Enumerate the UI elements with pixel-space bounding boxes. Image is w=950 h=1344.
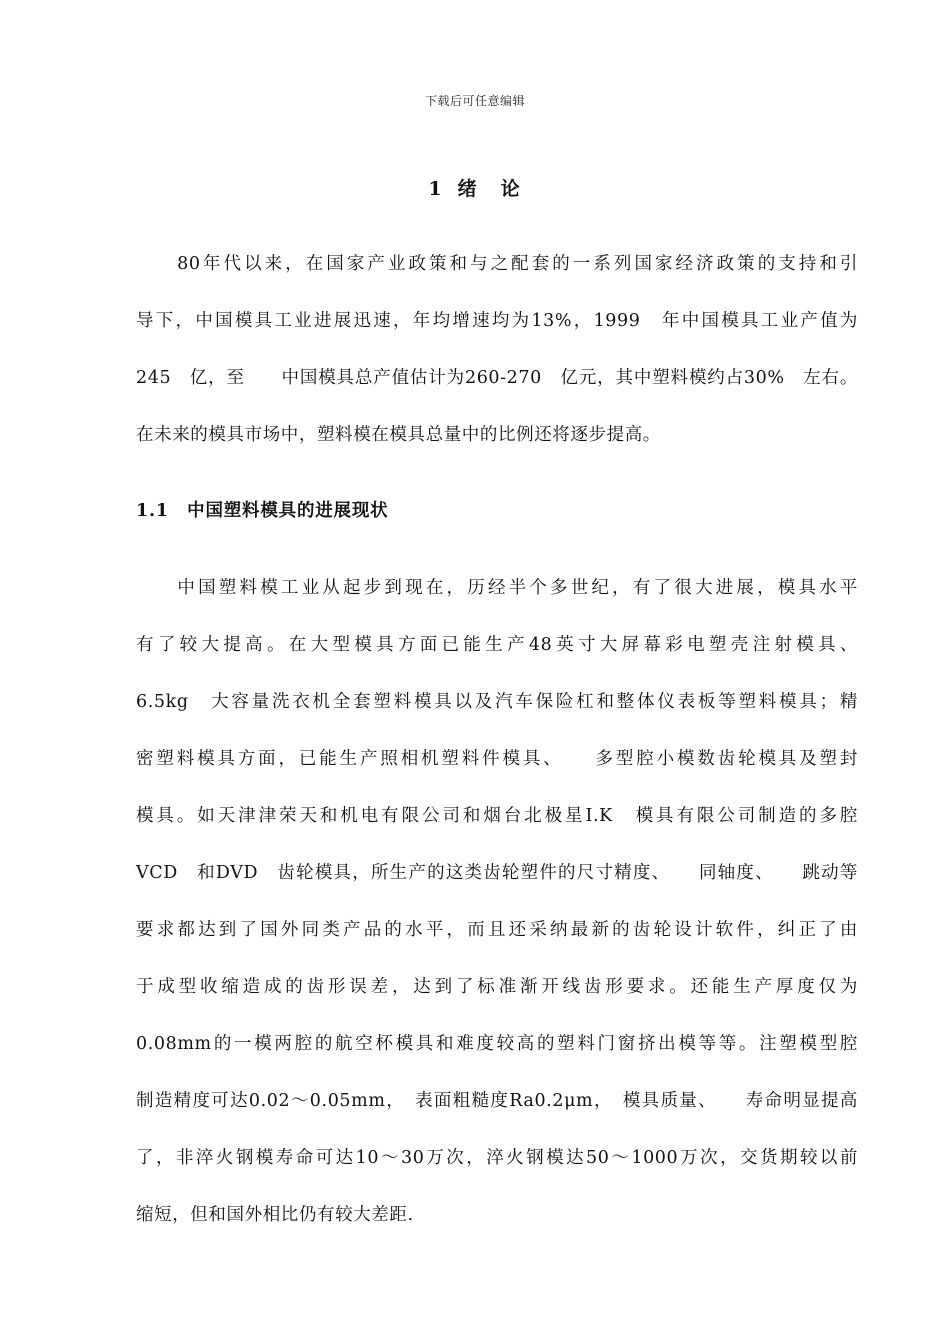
section-line: 中国塑料模工业从起步到现在，历经半个多世纪，有了很大进展，模具水平 (136, 578, 858, 598)
intro-line: 80年代以来，在国家产业政策和与之配套的一系列国家经济政策的支持和引 (136, 254, 858, 274)
section-line: VCD 和DVD 齿轮模具，所生产的这类齿轮塑件的尺寸精度、 同轴度、 跳动等 (136, 863, 858, 883)
intro-line: 在未来的模具市场中，塑料模在模具总量中的比例还将逐步提高。 (136, 425, 661, 445)
section-line: 于成型收缩造成的齿形误差，达到了标准渐开线齿形要求。还能生产厚度仅为 (136, 977, 858, 997)
chapter-title (0, 174, 950, 201)
section-line: 要求都达到了国外同类产品的水平，而且还采纳最新的齿轮设计软件，纠正了由 (136, 920, 858, 940)
section-line: 密塑料模具方面，已能生产照相机塑料件模具、 多型腔小模数齿轮模具及塑封 (136, 749, 858, 769)
section-line: 了，非淬火钢模寿命可达10～30万次，淬火钢模达50～1000万次，交货期较以前 (136, 1148, 858, 1168)
intro-line: 导下，中国模具工业进展迅速，年均增速均为13%，1999 年中国模具工业产值为 (136, 311, 858, 331)
chapter-number: 1 (428, 178, 444, 200)
section-line: 6.5kg 大容量洗衣机全套塑料模具以及汽车保险杠和整体仪表板等塑料模具；精 (136, 692, 858, 712)
section-line: 模具。如天津津荣天和机电有限公司和烟台北极星I.K 模具有限公司制造的多腔 (136, 806, 858, 826)
section-line: 制造精度可达0.02～0.05mm， 表面粗糙度Ra0.2μm， 模具质量、 寿命明显提高 (136, 1091, 858, 1111)
intro-paragraph (136, 236, 858, 464)
section-line: 缩短，但和国外相比仍有较大差距. (136, 1205, 414, 1225)
chapter-title-part1: 绪 (457, 178, 479, 200)
section-line: 有了较大提高。在大型模具方面已能生产48英寸大屏幕彩电塑壳注射模具、 (136, 635, 858, 655)
section-heading: 1.1 中国塑料模具的进展现状 (136, 501, 389, 521)
intro-line: 245 亿，至 中国模具总产值估计为260-270 亿元，其中塑料模约占30% 左右。 (136, 368, 858, 388)
header-note: 下载后可任意编辑 (424, 94, 525, 108)
chapter-title-part2: 论 (500, 178, 522, 200)
section-paragraph (136, 560, 858, 1244)
section-line: 0.08mm的一模两腔的航空杯模具和难度较高的塑料门窗挤出模等等。注塑模型腔 (136, 1034, 858, 1054)
